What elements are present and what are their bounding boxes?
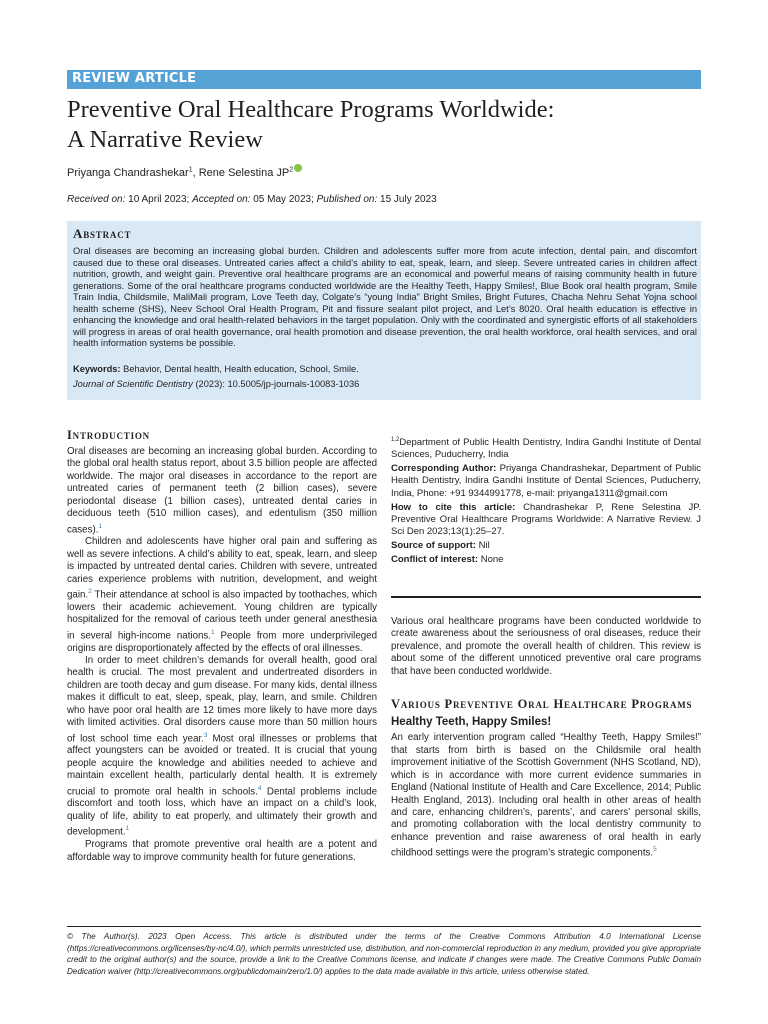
programs-heading: Various Preventive Oral Healthcare Programs — [391, 697, 693, 712]
how-to-cite-text: Chandrashekar P, Rene Selestina JP. Preventive Oral Healthcare Programs Worldwide: A Narrative Review. J Sci Den 2023;13(1):25–27. — [391, 501, 701, 537]
abstract-box — [67, 221, 701, 400]
how-to-cite-label: How to cite this article: — [391, 501, 516, 513]
author-2: Rene Selestina JP — [198, 167, 290, 179]
license-footer: © The Author(s). 2023 Open Access. This article is distributed under the terms of the Creative Commons Attribution 4.0 International License (https://creativecommons.org/licenses/by-nc/4.0/), which permits unrestricted use, distribution, and non-commercial reproduction in any medium, provided you give appropriate credit to the original author(s) and the source, provide a link to the Creative Commons license, and indicate if changes were made. The Creative Commons Public Domain Dedication waiver (http://creativecommons.org/publicdomain/zero/1.0/) applies to the data made available in this article, unless otherwise stated. — [67, 932, 701, 976]
intro-p2-text-b: Their attendance at school is also impacted by toothaches, which lowers their academic achievement. Young children are typically hospitalized for the removal of carious teeth under general anesthesia in several high-income nations. — [67, 589, 377, 642]
intro-p3-text-c: Dental problems include discomfort and tooth loss, which have an impact on a child’s look, quality of life, ability to eat properly, and ultimately their growth and development. — [67, 786, 377, 838]
orcid-icon[interactable] — [294, 164, 302, 172]
reference-link[interactable]: 5 — [653, 846, 657, 854]
right-intro-paragraph: Various oral healthcare programs have been conducted worldwide to create awareness about the seriousness of oral diseases, reduce their prevalence, and promote the overall health of children. This review is about some of the different unnoticed preventive oral care programs that have been conducted worldwide. — [391, 616, 701, 677]
intro-paragraph-2 — [67, 536, 377, 655]
healthy-teeth-text: An early intervention program called “Healthy Teeth, Happy Smiles!” that starts from birth is based on the Childsmile oral health improvement initiative of the Scottish Government (NHS Scotland, ND), which is in accordance with more current evidence summaries in England (National Institute of Health and Care Excellence, 2014; Public Health England, 2013). Including oral health in other areas of health and care, enhancing children’s, parents’, and carers’ personal skills, and promoting collaboration with the local dentistry community to enhance prevention and raise awareness of oral health in early childhood settings were the program’s strategic components. — [391, 732, 701, 859]
affiliation-department: Department of Public Health Dentistry, Indira Gandhi Institute of Dental Sciences, Puducherry, India — [391, 437, 701, 461]
corresponding-author-label: Corresponding Author: — [391, 463, 497, 475]
reference-link[interactable]: 1 — [125, 825, 130, 833]
published-label: Published on: — [316, 194, 378, 205]
published-date: 15 July 2023 — [377, 194, 437, 205]
reference-link[interactable]: 3 — [203, 731, 208, 739]
reference-link[interactable]: 2 — [88, 588, 92, 596]
journal-citation — [73, 379, 359, 389]
keywords-list: Behavior, Dental health, Health education, School, Smile. — [120, 364, 359, 374]
introduction-body — [67, 446, 377, 864]
affiliation-sup: 1,2 — [391, 437, 400, 443]
footer-divider — [67, 926, 701, 927]
article-type-label: REVIEW ARTICLE — [72, 71, 197, 86]
intro-paragraph-1 — [67, 446, 377, 536]
corresponding-author — [391, 463, 701, 499]
affiliation-block — [391, 434, 701, 568]
conflict-value: None — [478, 554, 504, 565]
support-label: Source of support: — [391, 539, 476, 551]
reference-link[interactable]: 4 — [257, 784, 262, 792]
left-column — [67, 428, 377, 864]
author-separator: , — [192, 167, 199, 179]
corresponding-author-details: Priyanga Chandrashekar, Department of Public Health Dentistry, Indira Gandhi Institute of Dental Sciences, Puducherry, India, Phone: +91 9344991778, e-mail: priyanga1311@gmail.com — [391, 463, 701, 499]
support-value: Nil — [475, 539, 490, 551]
author-1: Priyanga Chandrashekar — [67, 167, 189, 179]
author-list — [67, 164, 302, 179]
conflict-label: Conflict of interest: — [391, 554, 479, 565]
accepted-label: Accepted on: — [192, 194, 251, 205]
author-1-affiliation: 1 — [188, 166, 193, 174]
affiliation-notes — [391, 434, 701, 566]
introduction-heading: Introduction — [67, 428, 150, 442]
affiliation-divider — [391, 596, 701, 598]
publication-dates — [67, 194, 437, 205]
journal-name: Journal of Scientific Dentistry — [73, 379, 193, 389]
affiliation-text — [391, 434, 701, 461]
keywords-label: Keywords: — [73, 364, 121, 374]
intro-p3-text-a: In order to meet children’s demands for overall health, good oral health is crucial. The most prevalent and undertreated disorders in children are tooth decay and gum disease. For many kids, dental illness makes it difficult to eat, sleep, speak, play, learn, and smile. Children who have poor oral health are 12 times more likely to have more days with limited activities. Oral disorders cause more than 50 million hours of lost school time each year. — [67, 655, 377, 744]
article-type-banner — [67, 70, 701, 89]
accepted-date: 05 May 2023; — [250, 194, 317, 205]
conflict-of-interest — [391, 554, 701, 566]
title-line-2: A Narrative Review — [67, 126, 263, 153]
intro-paragraph-4: Programs that promote preventive oral health are a potent and affordable way to improve community health for future generations. — [67, 839, 377, 863]
intro-paragraph-3 — [67, 655, 377, 839]
intro-p2-text-c: People from more underprivileged origins are disproportionately affected by the effects of oral illnesses. — [67, 630, 378, 654]
received-date: 10 April 2023; — [125, 194, 193, 205]
intro-p1-text: Oral diseases are becoming an increasing global burden. According to the global oral health status report, about 3.5 billion people are affected worldwide. The major oral diseases in accordance to the report are untreated caries of permanent teeth (2 billion cases), severe periodontal disease (1 billion cases), untreated dental caries in deciduous teeth (510 million cases), and edentulism (350 million cases). — [67, 446, 377, 535]
healthy-teeth-subheading: Healthy Teeth, Happy Smiles! — [391, 716, 552, 729]
keywords — [73, 364, 359, 374]
received-label: Received on: — [67, 194, 126, 205]
source-of-support — [391, 540, 701, 552]
healthy-teeth-paragraph — [391, 732, 701, 860]
reference-link[interactable]: 1 — [98, 522, 103, 530]
title-line-1: Preventive Oral Healthcare Programs Worldwide: — [67, 96, 555, 123]
intro-p2-text-a: Children and adolescents have higher oral pain and suffering as well as severe infections. A child’s ability to eat, speak, learn, and sleep is impacted by untreated dental caries. Children with severe, untreated caries experience problems with nutrition, development, and weight gain. — [67, 536, 377, 601]
article-title — [67, 95, 701, 155]
right-column-body — [391, 616, 701, 860]
abstract-heading: Abstract — [73, 226, 132, 241]
intro-p3-text-b: Most oral illnesses or problems that affect youngsters can be avoided or treated. It is crucial that young people acquire the knowledge and abilities needed to achieve and maintain excellent health, particularly dental health. It is extremely crucial to promote oral health in schools. — [67, 732, 377, 798]
doi-text: (2023): 10.5005/jp-journals-10083-1036 — [192, 379, 360, 389]
how-to-cite — [391, 502, 701, 538]
reference-link[interactable]: 1 — [211, 628, 215, 636]
author-2-affiliation: 2 — [289, 166, 294, 174]
abstract-text: Oral diseases are becoming an increasing global burden. Children and adolescents suffer more from acute infection, dental pain, and discomfort caused due to these oral diseases. Untreated caries affect a child’s ability to eat, speak, learn, and sleep. Severe untreated caries in children affect nutrition, growth, and weight gain. Preventive oral healthcare programs are an economical and powerful means of raising community health in future generations. Some of the oral healthcare programs conducted worldwide are the Healthy Teeth, Happy Smiles!, Blue Book oral health program, Smile Train India, Childsmile, MaliMali program, Love Teeth day, Colgate’s “young India” Bright Smiles, Bright Futures, Chacha Nehru Sehat Yojna school health scheme (SHS), Neev School Oral Health Program, Pit and fissure sealant pilot project, and Let’s 8020. Oral health education is effective in enhancing the knowledge and oral health-related behaviors in the target population. Only with the coordinated and synergistic efforts of all stakeholders will progress in areas of oral health governance, oral health promotion and disease prevention, the oral health workforce, oral health services, and oral health information systems be possible. — [73, 246, 697, 348]
